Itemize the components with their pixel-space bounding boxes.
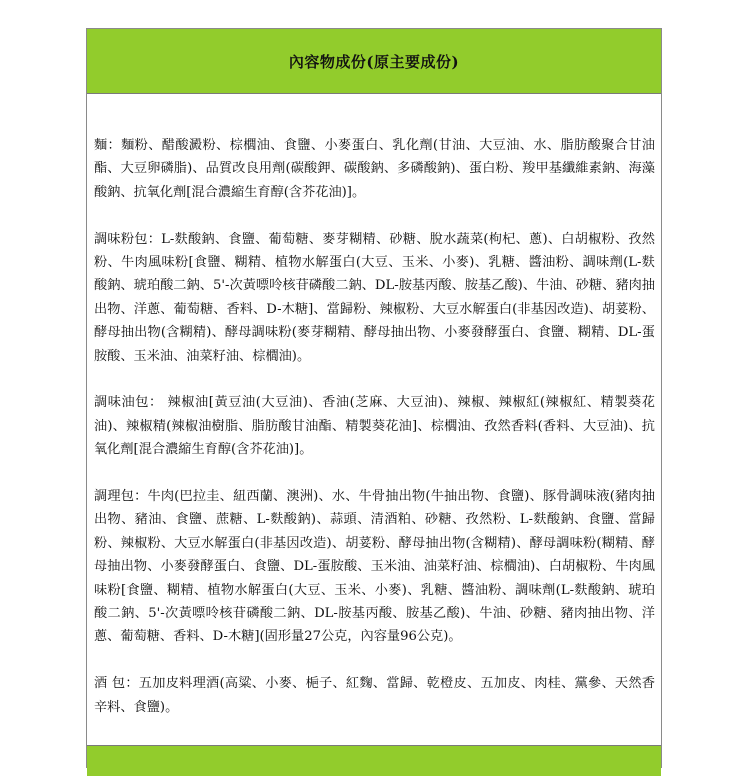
header-title: 內容物成份(原主要成份) xyxy=(288,52,460,71)
retort-pouch-ingredients: 調理包：牛肉(巴拉圭、紐西蘭、澳洲)、水、牛骨抽出物(牛抽出物、食鹽)、豚骨調味液(豬肉抽出物、豬油、食鹽、蔗糖、L-麩酸鈉)、蒜頭、清酒粕、砂糖、孜然粉、L-麩酸鈉、食鹽、當歸粉、辣椒粉、大豆水解蛋白(非基因改造)、胡荽粉、酵母抽出物(含糊精)、酵母調味粉(糊精、酵母抽出物、小麥發酵蛋白、食鹽、DL-蛋胺酸、玉米油、油菜籽油、棕櫚油)、白胡椒粉、牛肉風味粉[食鹽、糊精、植物水解蛋白(大豆、玉米、小麥)、乳糖、醬油粉、調味劑(L-麩酸鈉、琥珀酸二鈉、5'-次黃嘌呤核苷磷酸二鈉、DL-胺基丙酸、胺基乙酸)、牛油、砂糖、豬肉抽出物、洋蔥、葡萄糖、香料、D-木糖](固形量27公克，內容量96公克)。 xyxy=(94,489,655,645)
noodle-ingredients: 麵：麵粉、醋酸澱粉、棕櫚油、食鹽、小麥蛋白、乳化劑(甘油、大豆油、水、脂肪酸聚合甘油酯、大豆卵磷脂)、品質改良用劑(碳酸鉀、碳酸鈉、多磷酸鈉)、蛋白粉、羧甲基纖維素鈉、海藻酸鈉、抗氧化劑[混合濃縮生育醇(含芥花油)]。 xyxy=(94,138,655,200)
seasoning-oil-ingredients: 調味油包： 辣椒油[黃豆油(大豆油)、香油(芝麻、大豆油)、辣椒、辣椒紅(辣椒紅、精製葵花油)、辣椒精(辣椒油樹脂、脂肪酸甘油酯、精製葵花油]、棕櫚油、孜然香料(香料、大豆油)、抗氧化劑[混合濃縮生育醇(含芥花油)]。 xyxy=(94,395,655,458)
ingredients-table xyxy=(86,28,662,768)
table-body xyxy=(87,94,661,719)
table-header xyxy=(87,29,661,94)
wine-pack-ingredients: 酒 包：五加皮料理酒(高粱、小麥、梔子、紅麴、當歸、乾橙皮、五加皮、肉桂、黨參、天然香辛料、食鹽)。 xyxy=(94,676,655,715)
seasoning-powder-ingredients: 調味粉包：L-麩酸鈉、食鹽、葡萄糖、麥芽糊精、砂糖、脫水蔬菜(枸杞、蔥)、白胡椒粉、孜然粉、牛肉風味粉[食鹽、糊精、植物水解蛋白(大豆、玉米、小麥)、乳糖、醬油粉、調味劑(L-麩酸鈉、琥珀酸二鈉、5'-次黃嘌呤核苷磷酸二鈉、DL-胺基丙酸、胺基乙酸)、牛油、砂糖、豬肉抽出物、洋蔥、葡萄糖、香料、D-木糖]、當歸粉、辣椒粉、大豆水解蛋白(非基因改造)、胡荽粉、酵母抽出物(含糊精)、酵母調味粉(麥芽糊精、酵母抽出物、小麥發酵蛋白、食鹽、糊精、DL-蛋胺酸、玉米油、油菜籽油、棕櫚油)。 xyxy=(94,231,655,364)
